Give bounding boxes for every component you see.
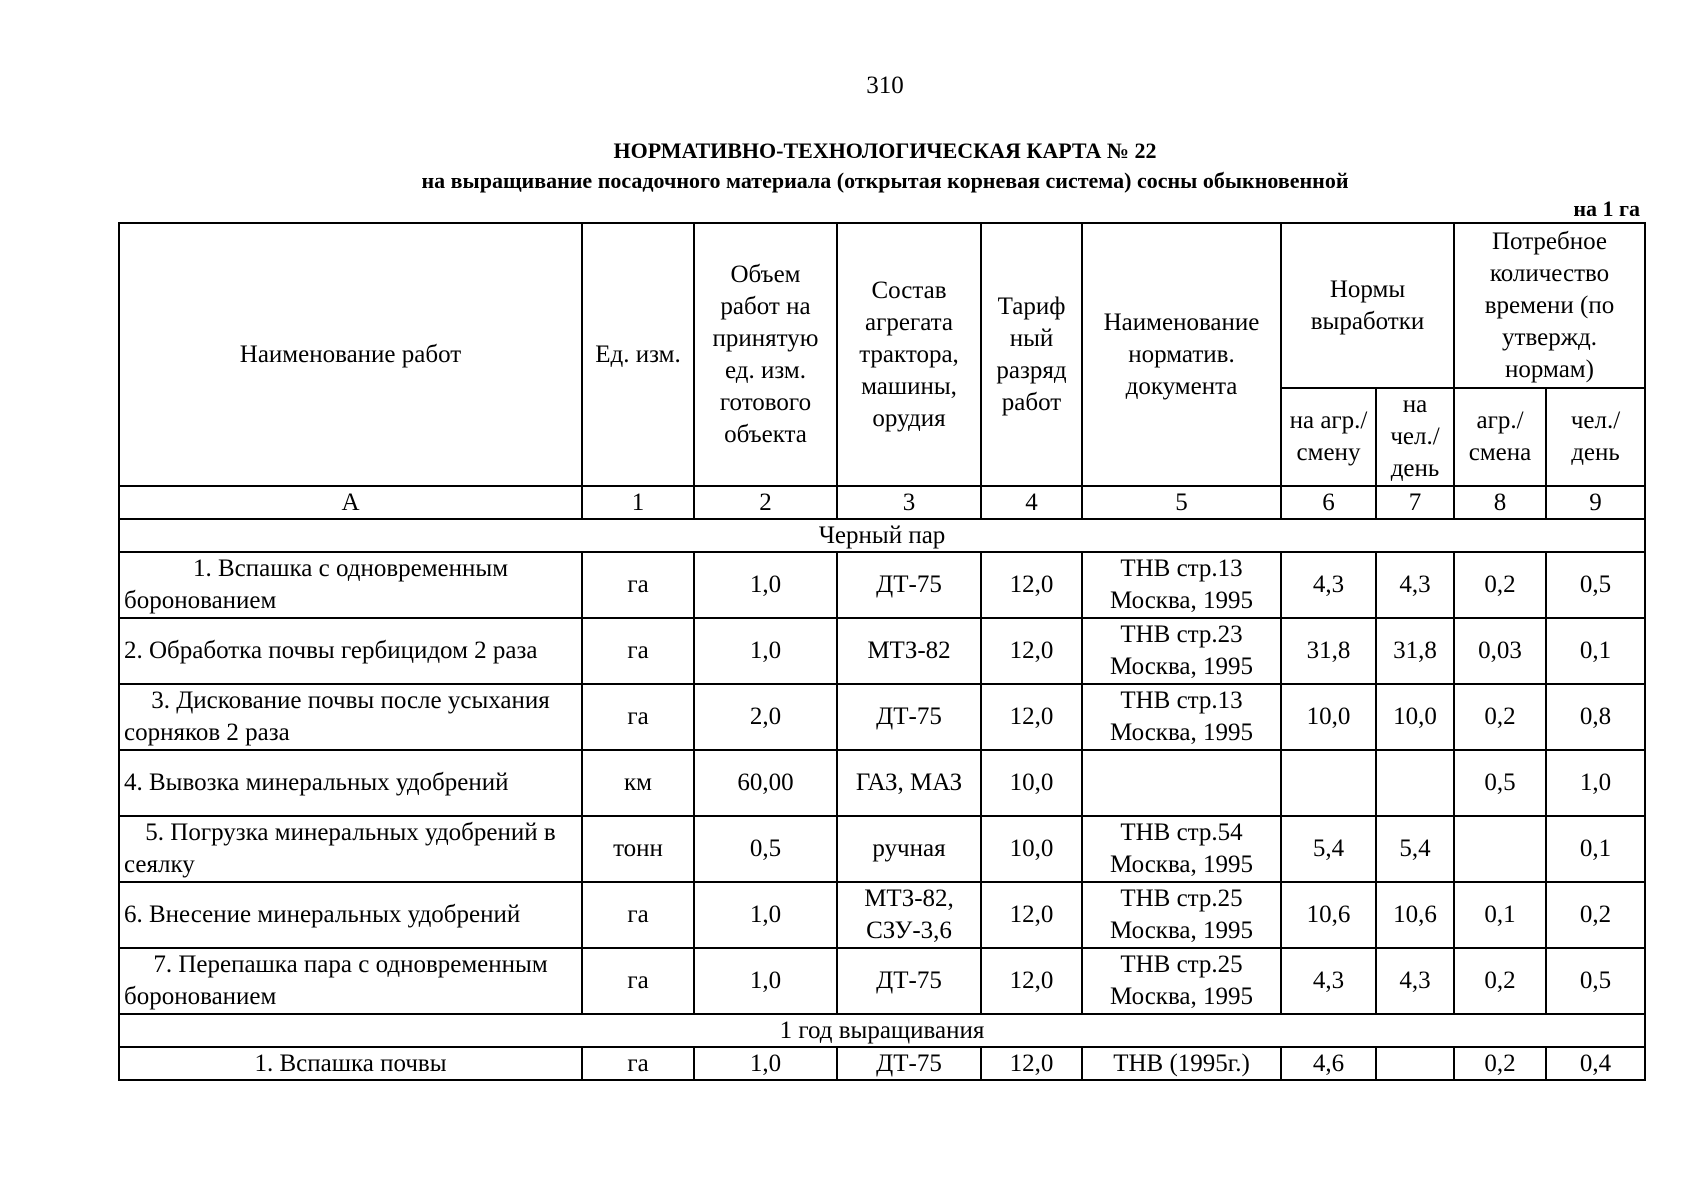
- work-name-cell: 3. Дискование почвы после усыхания сорняков 2 раза: [119, 684, 582, 750]
- time-agr-cell: [1454, 816, 1546, 882]
- volume-cell: 1,0: [694, 618, 837, 684]
- column-number: 7: [1376, 486, 1454, 519]
- doc-line-1: ТНВ (1995г.): [1113, 1049, 1250, 1077]
- work-name-cell: 5. Погрузка минеральных удобрений в сеялку: [119, 816, 582, 882]
- unit-cell: га: [582, 948, 694, 1014]
- unit-cell: га: [582, 684, 694, 750]
- time-agr-cell: 0,2: [1454, 1047, 1546, 1080]
- volume-cell: 1,0: [694, 1047, 837, 1080]
- composition-cell: ручная: [837, 816, 981, 882]
- volume-cell: 1,0: [694, 552, 837, 618]
- norm-chel-cell: 4,3: [1376, 552, 1454, 618]
- doc-line-2: Москва, 1995: [1109, 851, 1254, 878]
- doc-line-1: ТНВ стр.25: [1120, 951, 1243, 978]
- time-chel-cell: 0,5: [1546, 552, 1645, 618]
- norm-chel-cell: [1376, 750, 1454, 816]
- tariff-cell: 12,0: [981, 618, 1082, 684]
- norms-table: [118, 222, 1646, 1081]
- document-title: НОРМАТИВНО-ТЕХНОЛОГИЧЕСКАЯ КАРТА № 22: [613, 138, 1157, 163]
- time-agr-cell: 0,1: [1454, 882, 1546, 948]
- table-row: [119, 552, 1645, 618]
- header-norms-agr: на агр./ смену: [1281, 388, 1376, 486]
- norm-agr-cell: 10,6: [1281, 882, 1376, 948]
- norm-chel-cell: 4,3: [1376, 948, 1454, 1014]
- page-number: 310: [866, 72, 904, 99]
- time-chel-cell: 1,0: [1546, 750, 1645, 816]
- doc-line-1: ТНВ стр.23: [1120, 621, 1243, 648]
- header-doc: Наименование норматив. документа: [1082, 223, 1281, 486]
- norm-agr-cell: 31,8: [1281, 618, 1376, 684]
- unit-cell: тонн: [582, 816, 694, 882]
- composition-cell: ДТ-75: [837, 948, 981, 1014]
- section-title: 1 год выращивания: [119, 1014, 1645, 1047]
- work-name-cell: 2. Обработка почвы гербицидом 2 раза: [119, 618, 582, 684]
- time-agr-cell: 0,2: [1454, 552, 1546, 618]
- section-title: Черный пар: [119, 519, 1645, 552]
- header-volume: Объем работ на принятую ед. изм. готового объекта: [694, 223, 837, 486]
- norm-agr-cell: 10,0: [1281, 684, 1376, 750]
- column-number: 8: [1454, 486, 1546, 519]
- table-row: [119, 816, 1645, 882]
- time-chel-cell: 0,4: [1546, 1047, 1645, 1080]
- table-row: [119, 618, 1645, 684]
- norm-agr-cell: [1281, 750, 1376, 816]
- time-chel-cell: 0,2: [1546, 882, 1645, 948]
- header-norms: Нормы выработки: [1281, 223, 1454, 388]
- doc-cell: [1082, 882, 1281, 948]
- doc-line-2: Москва, 1995: [1109, 719, 1254, 746]
- unit-cell: км: [582, 750, 694, 816]
- document-subtitle: на выращивание посадочного материала (открытая корневая система) сосны обыкновенной: [421, 168, 1349, 193]
- composition-cell: ДТ-75: [837, 1047, 981, 1080]
- composition-cell: ДТ-75: [837, 684, 981, 750]
- tariff-cell: 12,0: [981, 684, 1082, 750]
- header-time: Потребное количество времени (по утвержд. нормам): [1454, 223, 1645, 388]
- time-agr-cell: 0,2: [1454, 684, 1546, 750]
- table-row: [119, 882, 1645, 948]
- doc-cell: [1082, 618, 1281, 684]
- unit-cell: га: [582, 1047, 694, 1080]
- doc-cell: [1082, 948, 1281, 1014]
- unit-cell: га: [582, 618, 694, 684]
- volume-cell: 60,00: [694, 750, 837, 816]
- column-number: А: [119, 486, 582, 519]
- norm-chel-cell: 5,4: [1376, 816, 1454, 882]
- work-name-cell: 7. Перепашка пара с одновременным боронованием: [119, 948, 582, 1014]
- section-row: [119, 1014, 1645, 1047]
- norm-agr-cell: 4,6: [1281, 1047, 1376, 1080]
- doc-cell: [1082, 750, 1281, 816]
- composition-cell: ДТ-75: [837, 552, 981, 618]
- tariff-cell: 10,0: [981, 816, 1082, 882]
- header-composition: Состав агрегата трактора, машины, орудия: [837, 223, 981, 486]
- work-name-cell: 1. Вспашка почвы: [119, 1047, 582, 1080]
- header-tariff: Тариф ный разряд работ: [981, 223, 1082, 486]
- work-name-cell: 4. Вывозка минеральных удобрений: [119, 750, 582, 816]
- column-number: 1: [582, 486, 694, 519]
- time-chel-cell: 0,5: [1546, 948, 1645, 1014]
- norm-agr-cell: 4,3: [1281, 948, 1376, 1014]
- volume-cell: 2,0: [694, 684, 837, 750]
- work-name-cell: 1. Вспашка с одновременным боронованием: [119, 552, 582, 618]
- doc-line-2: Москва, 1995: [1109, 983, 1254, 1010]
- norm-chel-cell: 31,8: [1376, 618, 1454, 684]
- table-row: [119, 684, 1645, 750]
- unit-note: на 1 га: [1573, 196, 1640, 221]
- tariff-cell: 12,0: [981, 948, 1082, 1014]
- doc-line-2: Москва, 1995: [1109, 587, 1254, 614]
- column-number: 9: [1546, 486, 1645, 519]
- column-number: 5: [1082, 486, 1281, 519]
- time-agr-cell: 0,5: [1454, 750, 1546, 816]
- composition-cell: ГАЗ, МАЗ: [837, 750, 981, 816]
- unit-cell: га: [582, 882, 694, 948]
- time-chel-cell: 0,8: [1546, 684, 1645, 750]
- time-agr-cell: 0,03: [1454, 618, 1546, 684]
- header-time-chel: чел./ день: [1546, 388, 1645, 486]
- column-number: 3: [837, 486, 981, 519]
- volume-cell: 1,0: [694, 948, 837, 1014]
- composition-cell: МТЗ-82, СЗУ-3,6: [837, 882, 981, 948]
- norm-agr-cell: 4,3: [1281, 552, 1376, 618]
- doc-cell: [1082, 1047, 1281, 1080]
- norm-chel-cell: 10,0: [1376, 684, 1454, 750]
- doc-line-2: Москва, 1995: [1109, 917, 1254, 944]
- section-row: [119, 519, 1645, 552]
- norm-chel-cell: 10,6: [1376, 882, 1454, 948]
- time-chel-cell: 0,1: [1546, 618, 1645, 684]
- tariff-cell: 12,0: [981, 1047, 1082, 1080]
- doc-line-1: ТНВ стр.25: [1120, 885, 1243, 912]
- doc-line-1: ТНВ стр.13: [1120, 555, 1243, 582]
- header-work-name: Наименование работ: [119, 223, 582, 486]
- table-body: [119, 519, 1645, 1080]
- work-name-cell: 6. Внесение минеральных удобрений: [119, 882, 582, 948]
- doc-cell: [1082, 816, 1281, 882]
- doc-cell: [1082, 552, 1281, 618]
- doc-line-1: ТНВ стр.13: [1120, 687, 1243, 714]
- doc-cell: [1082, 684, 1281, 750]
- time-agr-cell: 0,2: [1454, 948, 1546, 1014]
- norm-chel-cell: [1376, 1047, 1454, 1080]
- table-row: [119, 948, 1645, 1014]
- table-row: [119, 750, 1645, 816]
- table-row: [119, 1047, 1645, 1080]
- column-number-row: [119, 486, 1645, 519]
- header-norms-chel: на чел./ день: [1376, 388, 1454, 486]
- column-number: 6: [1281, 486, 1376, 519]
- composition-cell: МТЗ-82: [837, 618, 981, 684]
- volume-cell: 0,5: [694, 816, 837, 882]
- header-unit: Ед. изм.: [582, 223, 694, 486]
- time-chel-cell: 0,1: [1546, 816, 1645, 882]
- column-number: 2: [694, 486, 837, 519]
- norm-agr-cell: 5,4: [1281, 816, 1376, 882]
- doc-line-1: ТНВ стр.54: [1120, 819, 1243, 846]
- tariff-cell: 10,0: [981, 750, 1082, 816]
- unit-cell: га: [582, 552, 694, 618]
- tariff-cell: 12,0: [981, 882, 1082, 948]
- doc-line-2: Москва, 1995: [1109, 653, 1254, 680]
- tariff-cell: 12,0: [981, 552, 1082, 618]
- header-time-agr: агр./ смена: [1454, 388, 1546, 486]
- column-number: 4: [981, 486, 1082, 519]
- volume-cell: 1,0: [694, 882, 837, 948]
